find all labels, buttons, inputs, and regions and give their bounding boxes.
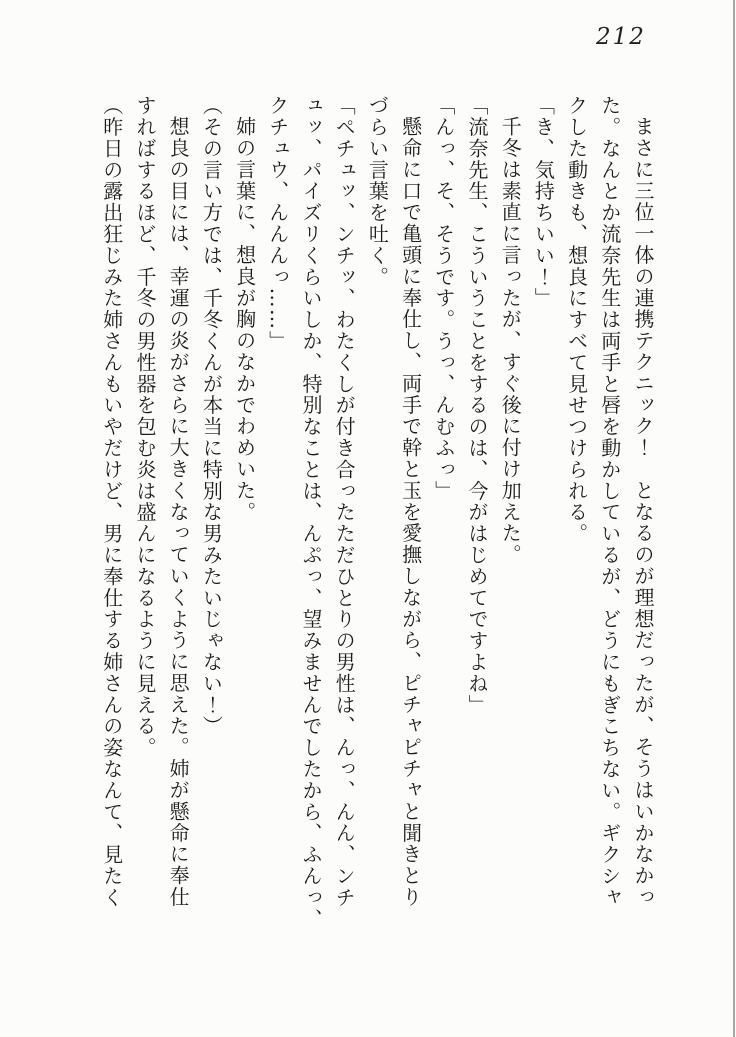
text-line: 想良の目には、幸運の炎がさらに大きくなっていくように思えた。姉が懸命に奉仕 — [166, 116, 191, 908]
page-edge-scan-line — [733, 0, 735, 1037]
page-number: 212 — [596, 24, 646, 50]
text-line: た。なんとか流奈先生は両手と唇を動かしているが、どうにもぎこちない。ギクシャ — [597, 95, 622, 909]
text-line: クした動きも、想良にすべて見せつけられる。 — [564, 95, 589, 545]
text-line: ュッ、パイズリくらいしか、特別なことは、んぷっ、望みませんでしたから、ふんっ、 — [298, 95, 323, 930]
text-line: 姉の言葉に、想良が胸のなかでわめいた。 — [232, 116, 257, 523]
text-line: 「流奈先生、こういうことをするのは、今がはじめてですよね」 — [464, 95, 489, 716]
text-line: （昨日の露出狂じみた姉さんもいやだけど、男に奉仕する姉さんの姿なんて、見たく — [99, 95, 124, 909]
text-line: すればするほど、千冬の男性器を包む炎は盛んになるように見える。 — [132, 95, 157, 759]
text-line: （その言い方では、千冬くんが本当に特別な男みたいじゃない！） — [199, 95, 224, 737]
text-line: 「んっ、そ、そうです。うっ、んむふっ」 — [431, 95, 456, 502]
vertical-text-block — [93, 95, 659, 957]
text-line: 「き、気持ちいい！」 — [531, 95, 556, 309]
text-line: 千冬は素直に言ったが、すぐ後に付け加えた。 — [498, 116, 523, 566]
text-line: クチュウ、んんんっ……」 — [265, 95, 290, 352]
text-line: まさに三位一体の連携テクニック！ となるのが理想だったが、そうはいかなかっ — [631, 116, 655, 908]
text-line: づらい言葉を吐く。 — [365, 95, 390, 288]
text-line: 懸命に口で亀頭に奉仕し、両手で幹と玉を愛撫しながら、ピチャピチャと聞きとり — [398, 116, 423, 908]
text-line: 「ペチュッ、ンチッ、わたくしが付き合ったただひとりの男性は、んっ、んん、ンチ — [332, 95, 357, 909]
